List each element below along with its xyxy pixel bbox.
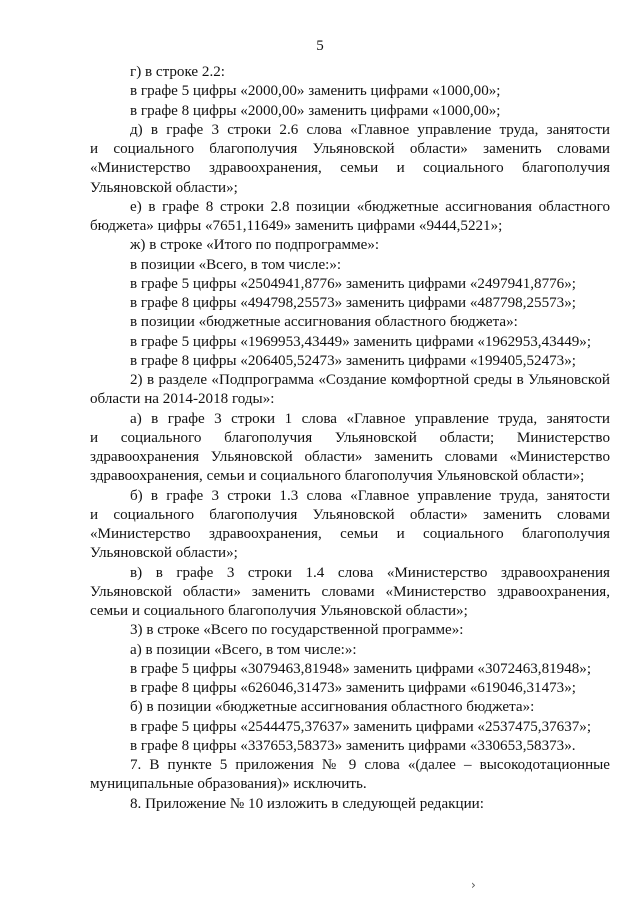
text-line: здравоохранения, семьи и социального благополучия Ульяновской области»; <box>90 468 585 485</box>
text-line: «Министерство здравоохранения, семьи и социального благополучия <box>90 526 610 542</box>
text-line: 3) в строке «Всего по государственной программе»: <box>130 622 464 639</box>
text-line: «Министерство здравоохранения, семьи и социального благополучия <box>90 160 610 177</box>
text-line: в графе 5 цифры «1969953,43449» заменить цифрами «1962953,43449»; <box>130 333 592 350</box>
text-line: 8. Приложение № 10 изложить в следующей редакции: <box>130 795 484 812</box>
text-line: Ульяновской области»; <box>90 545 238 562</box>
text-line: области на 2014-2018 годы»: <box>90 391 275 408</box>
text-line: в графе 5 цифры «2000,00» заменить цифрами «1000,00»; <box>130 83 501 100</box>
text-line: в графе 5 цифры «2504941,8776» заменить цифрами «2497941,8776»; <box>130 275 576 292</box>
text-line: в графе 8 цифры «337653,58373» заменить цифрами «330653,58373». <box>130 737 576 754</box>
text-line: в графе 8 цифры «206405,52473» заменить цифрами «199405,52473»; <box>130 352 576 369</box>
text-line: 7. В пункте 5 приложения № 9 слова «(далее – высокодотационные <box>130 757 610 773</box>
page-number: 5 <box>316 38 324 54</box>
text-line: 2) в разделе «Подпрограмма «Создание комфортной среды в Ульяновской <box>130 372 610 388</box>
text-line: г) в строке 2.2: <box>130 64 225 80</box>
text-line: муниципальные образования)» исключить. <box>90 776 367 793</box>
text-line: б) в графе 3 строки 1.3 слова «Главное управление труда, занятости <box>130 487 610 504</box>
text-line: в графе 8 цифры «2000,00» заменить цифрами «1000,00»; <box>130 102 501 119</box>
text-line: в графе 8 цифры «494798,25573» заменить цифрами «487798,25573»; <box>130 295 576 311</box>
text-line: а) в графе 3 строки 1 слова «Главное управление труда, занятости <box>130 410 610 427</box>
text-line: в графе 5 цифры «3079463,81948» заменить цифрами «3072463,81948»; <box>130 660 592 677</box>
text-line: и социального благополучия Ульяновской области; Министерство <box>90 429 610 446</box>
text-line: в графе 5 цифры «2544475,37637» заменить цифрами «2537475,37637»; <box>130 718 592 735</box>
text-line: Ульяновской области»; <box>90 179 238 196</box>
text-line: и социального благополучия Ульяновской области» заменить словами <box>90 141 610 157</box>
text-line: д) в графе 3 строки 2.6 слова «Главное управление труда, занятости <box>130 121 610 138</box>
scan-mark-icon: › <box>471 878 476 892</box>
text-line: здравоохранения Ульяновской области» заменить словами «Министерство <box>90 449 610 465</box>
text-line: и социального благополучия Ульяновской области» заменить словами <box>90 506 610 523</box>
text-line: а) в позиции «Всего, в том числе:»: <box>130 641 357 658</box>
text-line: бюджета» цифры «7651,11649» заменить цифрами «9444,5221»; <box>90 218 503 234</box>
text-line: б) в позиции «бюджетные ассигнования областного бюджета»: <box>130 699 535 716</box>
text-line: в позиции «Всего, в том числе:»: <box>130 256 342 273</box>
text-line: Ульяновской области» заменить словами «Министерство здравоохранения, <box>90 583 610 600</box>
text-line: ж) в строке «Итого по подпрограмме»: <box>130 237 380 254</box>
text-line: в позиции «бюджетные ассигнования областного бюджета»: <box>130 314 518 331</box>
text-line: семьи и социального благополучия Ульяновской области»; <box>90 603 468 619</box>
text-line: е) в графе 8 строки 2.8 позиции «бюджетные ассигнования областного <box>130 198 610 215</box>
text-line: в графе 8 цифры «626046,31473» заменить цифрами «619046,31473»; <box>130 680 576 696</box>
text-line: в) в графе 3 строки 1.4 слова «Министерство здравоохранения <box>130 564 610 581</box>
